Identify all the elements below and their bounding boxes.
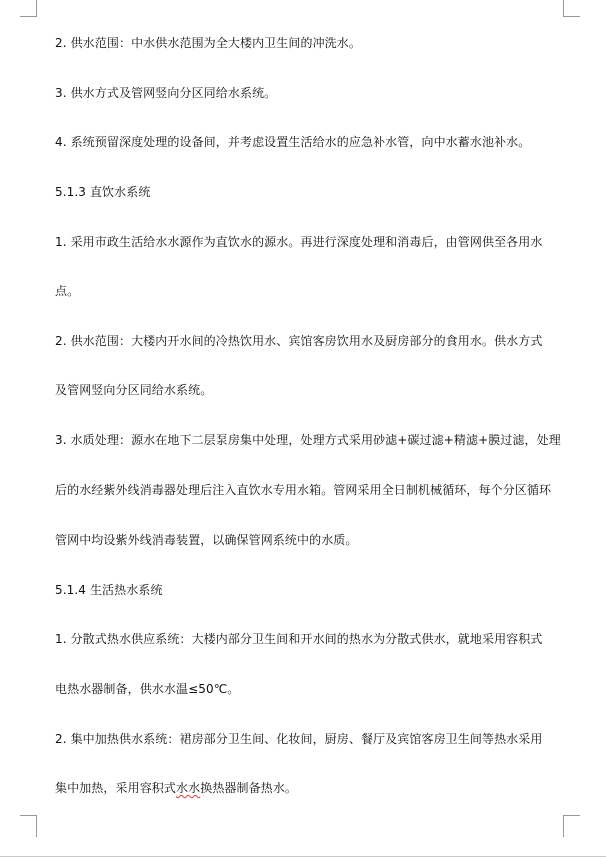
crop-mark-bottom-right-h (563, 815, 580, 816)
text-line: 电热水器制备，供水水温≤50℃。 (55, 682, 240, 696)
crop-mark-top-left (36, 0, 37, 16)
text-line: 3. 水质处理：源水在地下二层泵房集中处理，处理方式采用砂滤+碳过滤+精滤+膜过滤，处理 (55, 433, 561, 447)
text-line: 管网中均设紫外线消毒装置，以确保管网系统中的水质。 (55, 533, 358, 547)
text-line: 2. 集中加热供水系统：裙房部分卫生间、化妆间，厨房、餐厅及宾馆客房卫生间等热水采用 (55, 732, 543, 746)
text-line: 3. 供水方式及管网竖向分区同给水系统。 (55, 86, 277, 100)
crop-mark-bottom-left (36, 815, 37, 837)
crop-mark-top-right (563, 0, 564, 16)
crop-mark-top-right-h (563, 16, 580, 17)
text-segment: 换热器制备热水。 (200, 781, 298, 795)
text-line: 点。 (55, 284, 80, 298)
text-line: 及管网竖向分区同给水系统。 (55, 383, 213, 397)
text-line: 4. 系统预留深度处理的设备间，并考虑设置生活给水的应急补水管，向中水蓄水池补水。 (55, 135, 531, 149)
spellcheck-flagged-text[interactable]: 水水 (176, 781, 201, 795)
section-heading: 5.1.3 直饮水系统 (55, 185, 151, 199)
text-line: 2. 供水范围：大楼内开水间的冷热饮用水、宾馆客房饮用水及厨房部分的食用水。供水方式 (55, 334, 543, 348)
crop-mark-bottom-right (563, 815, 564, 837)
text-line: 1. 采用市政生活给水水源作为直饮水的源水。再进行深度处理和消毒后，由管网供至各用水 (55, 235, 543, 249)
text-line: 后的水经紫外线消毒器处理后注入直饮水专用水箱。管网采用全日制机械循环，每个分区循环 (55, 483, 552, 497)
section-heading: 5.1.4 生活热水系统 (55, 583, 163, 597)
text-segment: 集中加热，采用容积式 (55, 781, 177, 795)
text-line-last (55, 780, 575, 796)
crop-mark-top-left-h (20, 16, 37, 17)
text-line: 1. 分散式热水供应系统：大楼内部分卫生间和开水间的热水为分散式供水，就地采用容积式 (55, 632, 543, 646)
text-line: 2. 供水范围：中水供水范围为全大楼内卫生间的冲洗水。 (55, 36, 361, 50)
crop-mark-bottom-left-h (20, 815, 37, 816)
page-bottom-edge (0, 856, 606, 857)
